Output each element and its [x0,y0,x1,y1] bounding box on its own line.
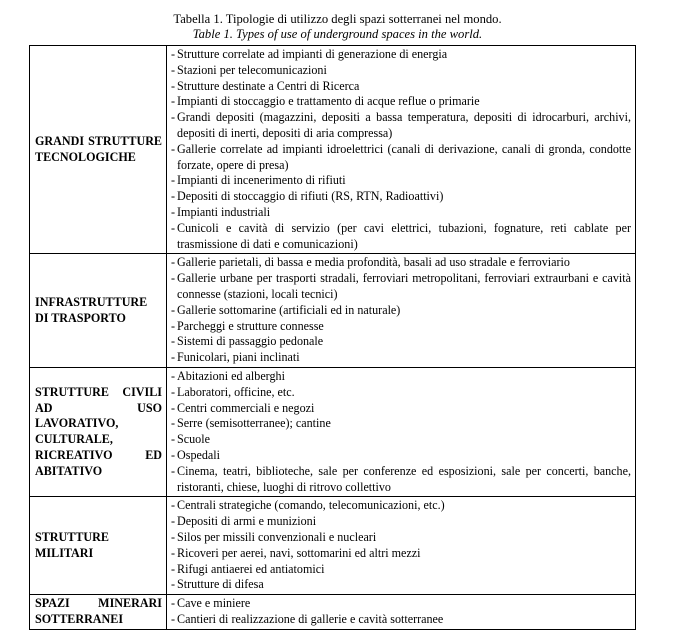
bullet-dash: - [171,596,176,611]
bullet-dash: - [171,110,176,125]
list-item-text: Grandi depositi (magazzini, depositi a bassa temperatura, depositi di idrocarburi, archivi, depositi di inerti, depositi di aria compressa) [177,110,631,140]
list-item-text: Abitazioni ed alberghi [177,368,285,383]
table-caption-italian: Tabella 1. Tipologie di utilizzo degli spazi sotterranei nel mondo. [173,12,502,26]
list-item [171,385,631,401]
bullet-dash: - [171,318,176,333]
bullet-dash: - [171,577,176,592]
bullet-dash: - [171,47,176,61]
items-cell [167,254,636,368]
list-item [171,303,631,319]
list-item-text: Strutture destinate a Centri di Ricerca [177,78,360,93]
category-cell: INFRASTRUTTURE DI TRASPORTO [30,254,167,368]
list-item [171,530,631,546]
list-item-text: Ricoveri per aerei, navi, sottomarini ed altri mezzi [177,545,421,560]
table-row [30,367,636,496]
bullet-dash: - [171,529,176,544]
bullet-dash: - [171,334,176,349]
category-cell: GRANDI STRUTTURE TECNOLOGICHE [30,46,167,254]
list-item [171,562,631,578]
list-item-text: Ospedali [177,447,221,462]
list-item [171,271,631,303]
bullet-dash: - [171,350,176,365]
bullet-dash: - [171,545,176,560]
table-row [30,497,636,595]
list-item [171,416,631,432]
list-item-text: Gallerie sottomarine (artificiali ed in naturale) [177,302,401,317]
list-item [171,448,631,464]
bullet-dash: - [171,463,176,478]
list-item [171,189,631,205]
list-item [171,255,631,271]
bullet-dash: - [171,368,176,383]
bullet-dash: - [171,498,176,513]
bullet-dash: - [171,611,176,626]
list-item [171,546,631,562]
underground-uses-table [29,45,636,630]
list-item-text: Rifugi antiaerei ed antiatomici [177,561,325,576]
items-cell [167,497,636,595]
list-item-text: Centrali strategiche (comando, telecomunicazioni, etc.) [177,498,445,513]
table-row [30,254,636,368]
bullet-dash: - [171,432,176,447]
bullet-dash: - [171,514,176,529]
items-cell [167,367,636,496]
list-item [171,334,631,350]
list-item-text: Centri commerciali e negozi [177,400,315,415]
list-item-text: Impianti industriali [177,204,271,219]
list-item-text: Impianti di incenerimento di rifiuti [177,173,346,188]
list-item-text: Cantieri di realizzazione di gallerie e cavità sotterranee [177,611,444,626]
list-item-text: Impianti di stoccaggio e trattamento di acque reflue o primarie [177,94,480,109]
list-item [171,596,631,612]
list-item-text: Scuole [177,432,210,447]
table-row [30,595,636,630]
list-item [171,577,631,593]
list-item [171,319,631,335]
bullet-dash: - [171,384,176,399]
list-item [171,401,631,417]
category-cell: STRUTTURE MILITARI [30,497,167,595]
list-item [171,142,631,174]
bullet-dash: - [171,141,176,156]
list-item-text: Funicolari, piani inclinati [177,350,300,365]
list-item-text: Silos per missili convenzionali e nucleari [177,529,377,544]
list-item [171,369,631,385]
list-item [171,173,631,189]
list-item-text: Strutture di difesa [177,577,264,592]
bullet-dash: - [171,94,176,109]
bullet-dash: - [171,220,176,235]
bullet-dash: - [171,302,176,317]
bullet-dash: - [171,255,176,270]
bullet-dash: - [171,62,176,77]
bullet-dash: - [171,271,176,286]
list-item-text: Serre (semisotterranee); cantine [177,416,331,431]
bullet-dash: - [171,400,176,415]
bullet-dash: - [171,447,176,462]
bullet-dash: - [171,416,176,431]
bullet-dash: - [171,173,176,188]
list-item [171,205,631,221]
list-item [171,432,631,448]
list-item [171,612,631,628]
list-item [171,221,631,253]
list-item-text: Depositi di armi e munizioni [177,514,317,529]
bullet-dash: - [171,561,176,576]
list-item [171,350,631,366]
table-row [30,46,636,254]
list-item [171,94,631,110]
list-item-text: Gallerie parietali, di bassa e media profondità, basali ad uso stradale e ferroviario [177,255,570,270]
list-item [171,514,631,530]
list-item [171,464,631,496]
list-item-text: Laboratori, officine, etc. [177,384,295,399]
list-item [171,110,631,142]
list-item [171,47,631,63]
items-cell [167,46,636,254]
list-item-text: Stazioni per telecomunicazioni [177,62,327,77]
list-item-text: Strutture correlate ad impianti di generazione di energia [177,47,448,61]
list-item-text: Gallerie correlate ad impianti idroelettrici (canali di derivazione, canali di gronda, condotte forzate, opere di presa) [177,141,631,172]
table-caption-english: Table 1. Types of use of underground spaces in the world. [192,27,483,41]
list-item [171,63,631,79]
items-cell [167,595,636,630]
list-item-text: Cave e miniere [177,596,251,611]
category-cell: STRUTTURE CIVILI AD USO LAVORATIVO, CULTURALE, RICREATIVO ED ABITATIVO [30,367,167,496]
list-item [171,79,631,95]
list-item [171,498,631,514]
bullet-dash: - [171,189,176,204]
list-item-text: Cinema, teatri, biblioteche, sale per conferenze ed esposizioni, sale per concerti, banche, ristoranti, chiese, luoghi di ritrovo collettivo [177,463,631,494]
list-item-text: Parcheggi e strutture connesse [177,318,324,333]
bullet-dash: - [171,204,176,219]
list-item-text: Gallerie urbane per trasporti stradali, ferroviari metropolitani, ferroviari extraurbani e cavità connesse (stazioni, locali tecnici) [177,271,631,301]
category-cell: SPAZI MINERARI SOTTERRANEI [30,595,167,630]
bullet-dash: - [171,78,176,93]
list-item-text: Cunicoli e cavità di servizio (per cavi elettrici, tubazioni, fognature, reti cablate per trasmissione di dati e comunicazioni) [177,220,631,251]
list-item-text: Depositi di stoccaggio di rifiuti (RS, RTN, Radioattivi) [177,189,444,204]
list-item-text: Sistemi di passaggio pedonale [177,334,324,349]
